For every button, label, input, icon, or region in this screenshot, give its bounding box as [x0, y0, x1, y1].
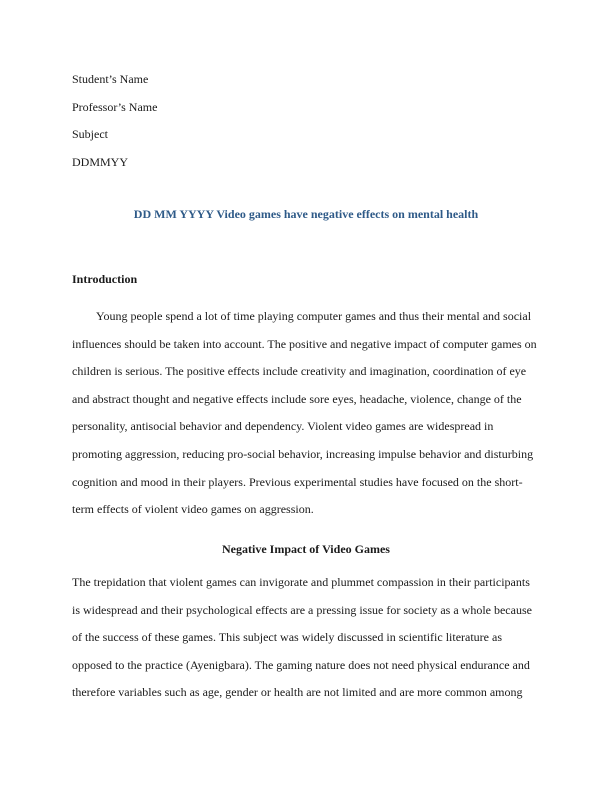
- introduction-heading: Introduction: [72, 272, 138, 286]
- paragraph-line: personality, antisocial behavior and dependency. Violent video games are widespread in: [72, 419, 494, 434]
- introduction-paragraph: [72, 303, 542, 524]
- professor-name: Professor’s Name: [72, 100, 158, 114]
- paragraph-line: Young people spend a lot of time playing computer games and thus their mental and social: [96, 309, 532, 323]
- paragraph-line: is widespread and their psychological effects are a pressing issue for society as a whole because: [72, 602, 532, 617]
- paragraph-line: of the success of these games. This subject was widely discussed in scientific literature as: [72, 630, 502, 645]
- date: DDMMYY: [72, 155, 129, 169]
- paragraph-line: term effects of violent video games on aggression.: [72, 502, 314, 517]
- paragraph-line: and abstract thought and negative effects include sore eyes, headache, violence, change of the: [72, 391, 522, 406]
- paragraph-line: The trepidation that violent games can invigorate and plummet compassion in their participants: [72, 575, 530, 589]
- paragraph-line: children is serious. The positive effects include creativity and imagination, coordination of eye: [72, 364, 527, 379]
- paragraph-line: cognition and mood in their players. Previous experimental studies have focused on the short-: [72, 474, 523, 489]
- document-title: DD MM YYYY Video games have negative effects on mental health: [133, 207, 479, 221]
- paragraph-line: influences should be taken into account. The positive and negative impact of computer games on: [72, 336, 537, 351]
- paragraph-line: therefore variables such as age, gender or health are not limited and are more common among: [72, 685, 523, 700]
- negative-impact-heading: Negative Impact of Video Games: [222, 542, 390, 556]
- subject: Subject: [72, 127, 108, 141]
- student-name: Student’s Name: [72, 72, 149, 86]
- paragraph-line: promoting aggression, reducing pro-social behavior, increasing impulse behavior and disturbing: [72, 446, 534, 461]
- negative-impact-paragraph: [72, 569, 542, 707]
- paragraph-line: opposed to the practice (Ayenigbara). The gaming nature does not need physical endurance and: [72, 657, 530, 672]
